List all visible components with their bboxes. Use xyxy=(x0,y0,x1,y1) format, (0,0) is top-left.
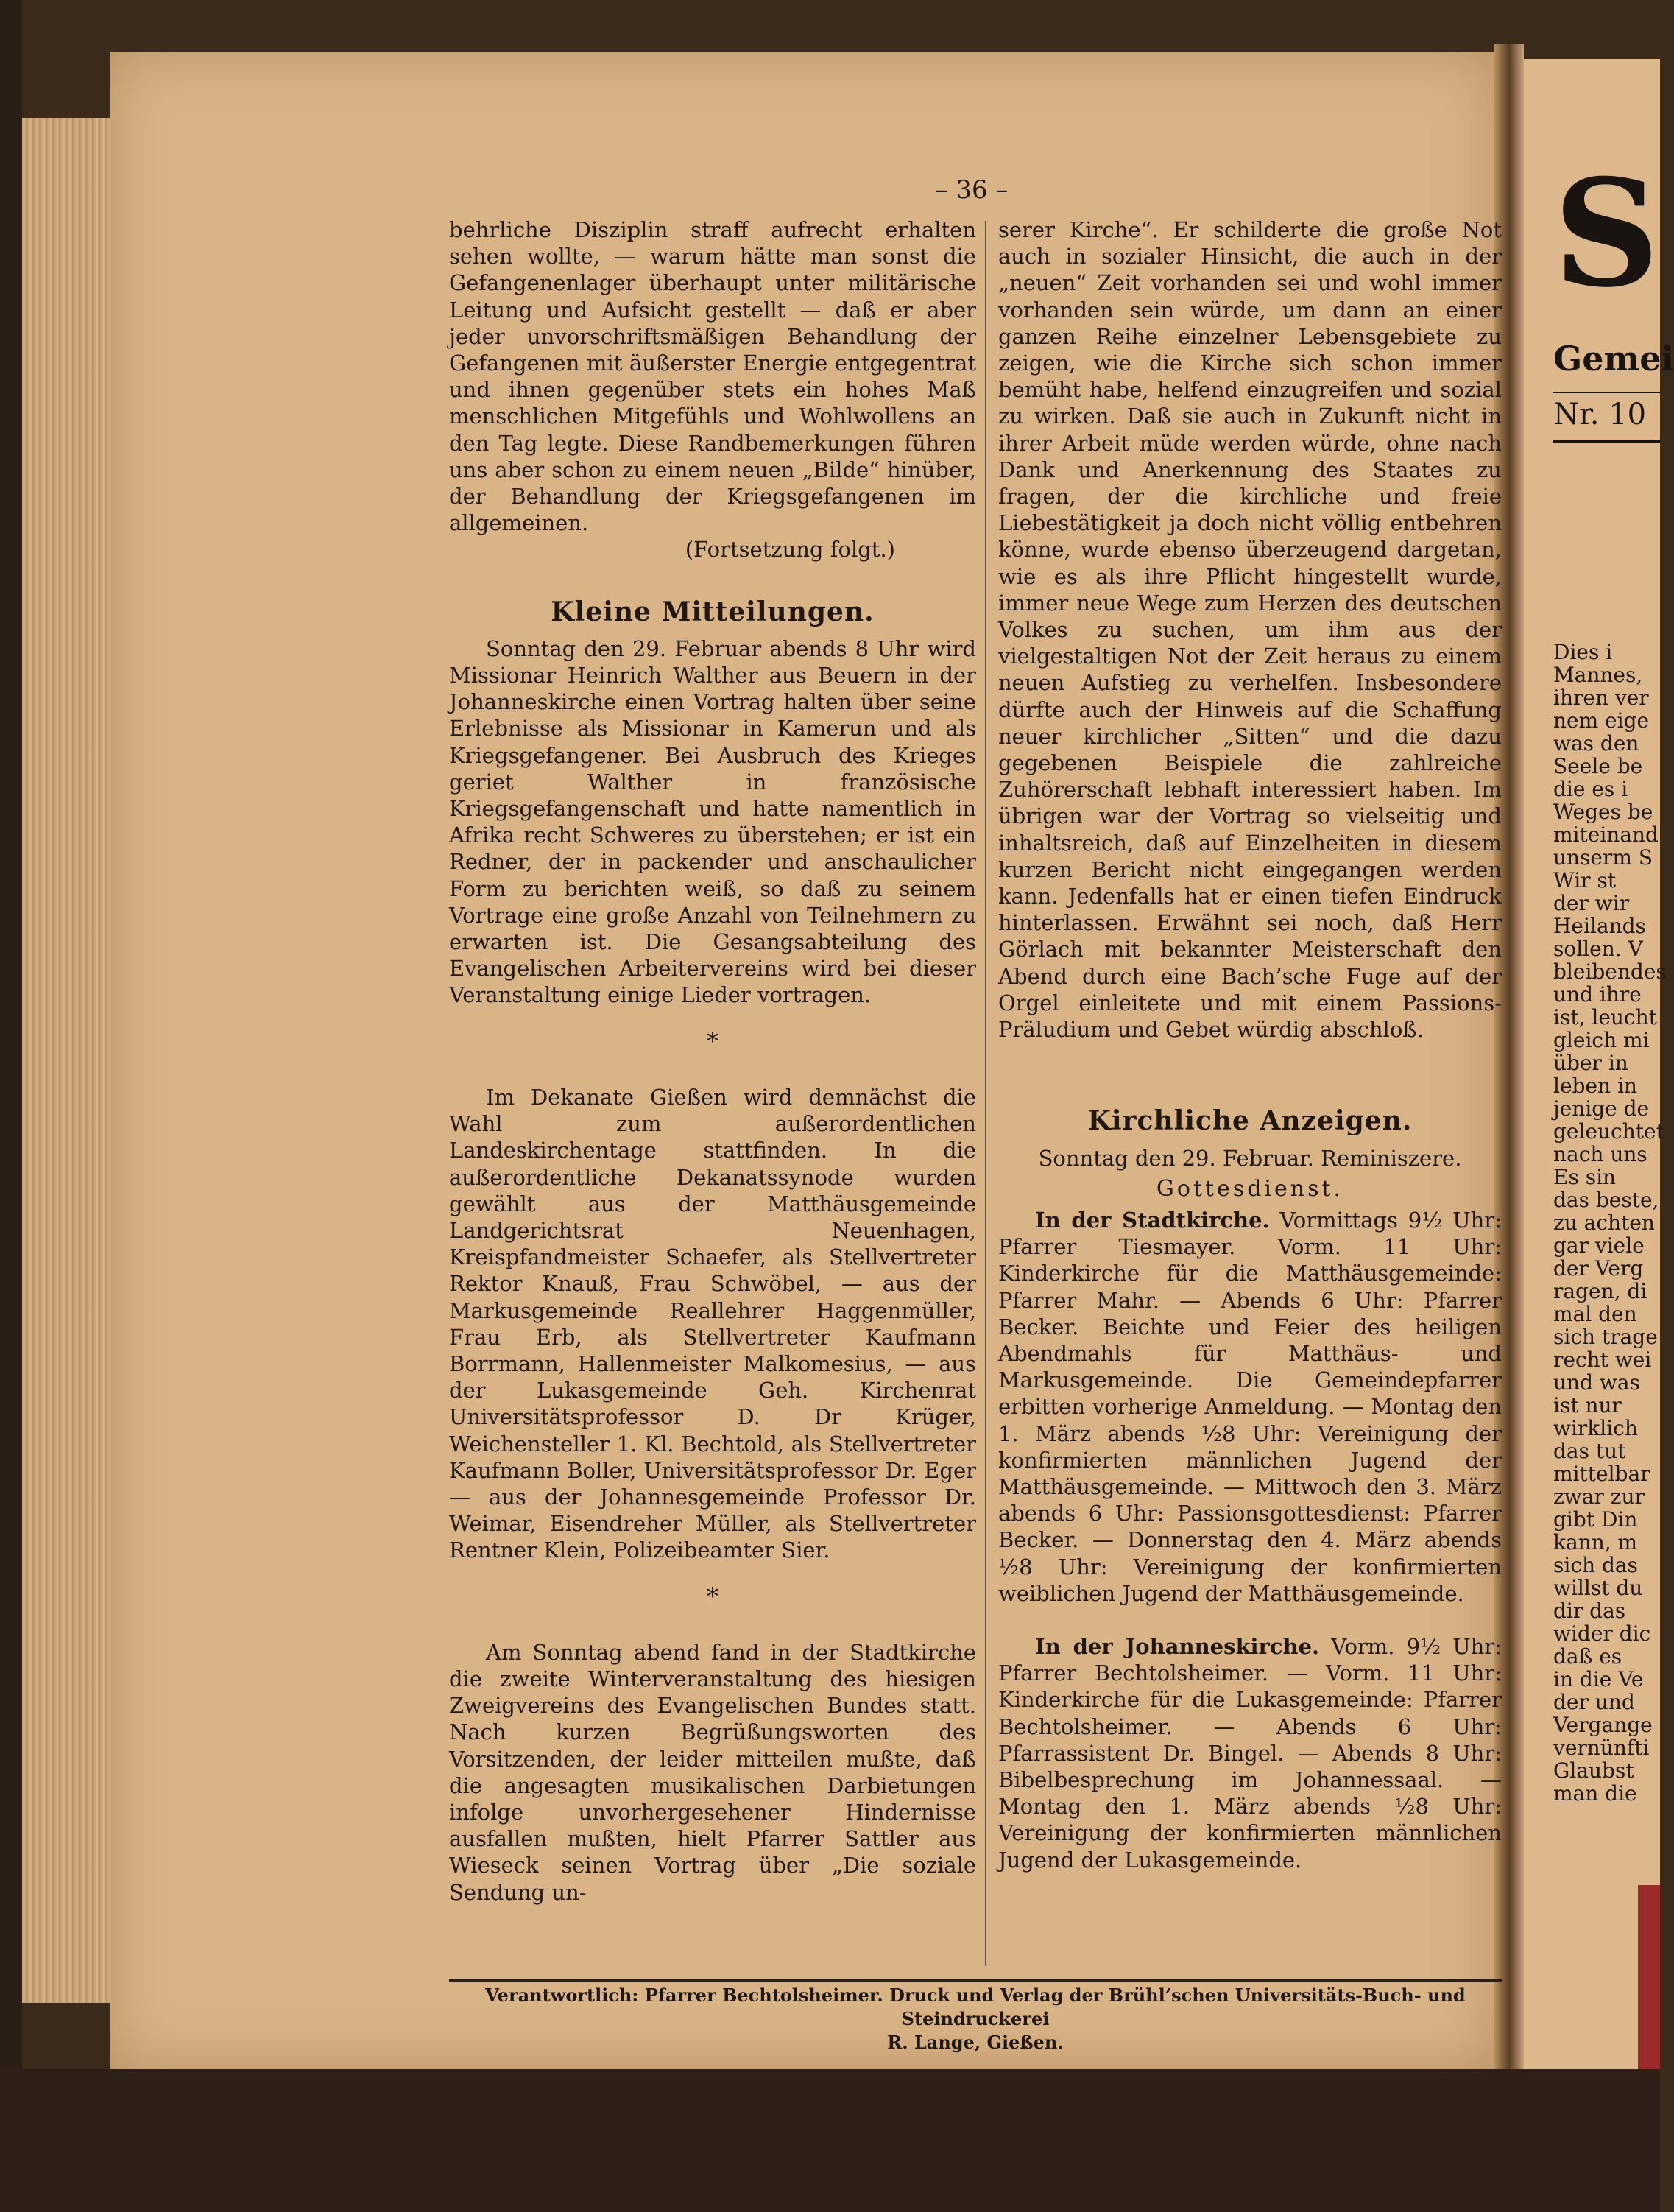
next-page-line: das beste, xyxy=(1553,1188,1659,1212)
next-page-line: willst du xyxy=(1553,1576,1643,1600)
next-page-rule xyxy=(1553,392,1660,393)
continued-note: (Fortsetzung folgt.) xyxy=(685,537,895,563)
next-page-line: dir das xyxy=(1553,1599,1626,1623)
next-page-line: die es i xyxy=(1553,777,1628,801)
next-page-line: und ihre xyxy=(1553,982,1642,1007)
notice-missionar: Sonntag den 29. Februar abends 8 Uhr wird Missionar Heinrich Walther aus Beuern in der Johanneskirche einen Vortrag halten über seine Erlebnisse als Missionar in Kamerun und als Kriegsgefangener. Bei Ausbruch des Krieges geriet Walther in französische Kriegsgefangenschaft und hatte namentlich in Afrika recht Schweres zu überstehen; er ist ein Redner, der in packender und anschaulicher Form zu berichten weiß, so daß zu seinem Vortrage eine große Anzahl von Teilnehmern zu erwarten ist. Die Gesangsabteilung des Evangelischen Arbeitervereins wird bei dieser Veranstaltung einige Lieder vortragen. xyxy=(449,635,976,1008)
next-page-line: was den xyxy=(1553,731,1639,755)
imprint-line-2: R. Lange, Gießen. xyxy=(887,2032,1064,2053)
next-page-line: sich trage xyxy=(1553,1325,1658,1349)
next-page-rule xyxy=(1553,440,1660,443)
next-page-line: Es sin xyxy=(1553,1165,1617,1189)
next-page-line: sich das xyxy=(1553,1553,1638,1577)
next-page-line: Heilands xyxy=(1553,914,1646,938)
imprint xyxy=(449,1984,1502,2054)
next-page-line: Vergange xyxy=(1553,1713,1653,1737)
imprint-line-1: Verantwortlich: Pfarrer Bechtolsheimer. Druck und Verlag der Brühl’schen Universitäts-Buch- und Steindruckerei xyxy=(485,1984,1466,2029)
separator-star: * xyxy=(707,1026,718,1055)
next-page-line: zwar zur xyxy=(1553,1484,1645,1509)
next-page-line: Weges be xyxy=(1553,800,1653,824)
next-page-line: recht wei xyxy=(1553,1348,1652,1372)
red-page-edge xyxy=(1638,1885,1660,2084)
next-page-line: in die Ve xyxy=(1553,1667,1644,1691)
notice-dekanat: Im Dekanate Gießen wird demnächst die Wahl zum außerordentlichen Landeskirchentage stattfinden. In die außerordentliche Dekanatssynode wurden gewählt aus der Matthäusgemeinde Landgerichtsrat Neuenhagen, Kreispfandmeister Schaefer, als Stellvertreter Rektor Knauß, Frau Schwöbel, — aus der Markusgemeinde Reallehrer Haggenmüller, Frau Erb, als Stellvertreter Kaufmann Borrmann, Hallenmeister Malkomesius, — aus der Lukasgemeinde Geh. Kirchenrat Universitätsprofessor D. Dr Krüger, Weichensteller 1. Kl. Bechtold, als Stellvertreter Kaufmann Boller, Universitätsprofessor Dr. Eger — aus der Johannesgemeinde Professor Dr. Weimar, Eisendreher Müller, als Stellvertreter Rentner Klein, Polizeibeamter Sier. xyxy=(449,1084,976,1563)
section-heading-kirchliche-anzeigen: Kirchliche Anzeigen. xyxy=(1087,1105,1413,1137)
next-page-line: und was xyxy=(1553,1370,1640,1395)
next-page-line: Mannes, xyxy=(1553,663,1643,687)
book-binding xyxy=(0,0,22,2212)
next-page-line: Wir st xyxy=(1553,868,1617,892)
next-page-line: Glaubst xyxy=(1553,1758,1634,1783)
next-page-line: ihren ver xyxy=(1553,686,1649,710)
next-page-line: miteinand xyxy=(1553,823,1659,847)
next-page-title: Gemei xyxy=(1553,339,1674,378)
next-page-line: jenige de xyxy=(1553,1096,1650,1121)
next-page-number: Nr. 10 xyxy=(1553,398,1647,432)
next-page-line: Dies i xyxy=(1553,640,1613,664)
next-page-line: zu achten xyxy=(1553,1211,1655,1235)
background-bottom xyxy=(0,2069,1660,2212)
next-page-line: über in xyxy=(1553,1051,1628,1075)
next-page-line: wirklich xyxy=(1553,1416,1638,1440)
column-right xyxy=(998,216,1502,1873)
next-page-line: sollen. V xyxy=(1553,937,1643,961)
next-page-initial: S xyxy=(1553,147,1660,320)
column-left xyxy=(449,216,976,1906)
next-page-line: kann, m xyxy=(1553,1530,1638,1554)
next-page-line: daß es xyxy=(1553,1644,1622,1669)
next-page-line: gibt Din xyxy=(1553,1507,1638,1532)
next-page-line: ist nur xyxy=(1553,1393,1622,1417)
next-page-line: nem eige xyxy=(1553,708,1650,733)
next-page-line: wider dic xyxy=(1553,1621,1651,1646)
next-page-line: gar viele xyxy=(1553,1233,1645,1258)
article-continuation: behrliche Disziplin straff aufrecht erhalten sehen wollte, — warum hätte man sonst die Gefangenenlager überhaupt unter militärische Leitung und Aufsicht gestellt — daß er aber jeder unvorschriftsmäßigen Behandlung der Gefangenen mit äußerster Energie entgegentrat und ihnen gegenüber stets ein hohes Maß menschlichen Mitgefühls und Wohlwollens an den Tag legte. Diese Randbemerkungen führen uns aber schon zu einem neuen „Bilde“ hinüber, der Behandlung der Kriegsgefangenen im allgemeinen. xyxy=(449,217,976,536)
schedule-stadtkirche xyxy=(998,1207,1502,1607)
page-number: – 36 – xyxy=(935,175,1009,205)
schedule-johanneskirche xyxy=(998,1633,1502,1873)
separator-star: * xyxy=(707,1582,718,1610)
next-page-line: leben in xyxy=(1553,1074,1637,1098)
subheading-gottesdienst: Gottesdienst. xyxy=(1156,1175,1344,1202)
notice-vortrag-continuation: serer Kirche“. Er schilderte die große Not auch in sozialer Hinsicht, die auch in der „neuen“ Zeit vorhanden sei und wohl immer vorhanden sein würde, um dann an einer ganzen Reihe einzelner Lebensgebiete zu zeigen, wie die Kirche sich schon immer bemüht habe, helfend einzugreifen und sozial zu wirken. Daß sie auch in Zukunft nicht in ihrer Arbeit müde werden würde, ohne nach Dank und Anerkennung des Staates zu fragen, der die kirchliche und freie Liebestätigkeit ja doch nicht völlig entbehren könne, wurde ebenso überzeugend dargetan, wie es als ihre Pflicht hingestellt wurde, immer neue Wege zum Herzen des deutschen Volkes zu suchen, um ihm aus der vielgestaltigen Not der Zeit heraus zu einem neuen Aufstieg zu verhelfen. Insbesondere dürfte auch der Hinweis auf die Schaffung neuer kirchlicher „Sitten“ und die dazu gegebenen Beispiele die zahlreiche Zuhörerschaft lebhaft interessiert haben. Im übrigen war der Vortrag so vielseitig und inhaltsreich, daß auf Einzelheiten in diesem kurzen Bericht nicht eingegangen werden kann. Jedenfalls hat er einen tiefen Eindruck hinterlassen. Erwähnt sei noch, daß Herr Görlach mit bekannter Meisterschaft den Abend durch eine Bach’sche Fuge auf der Orgel einleitete und mit einem Passions-Präludium und Gebet würdig abschloß. xyxy=(998,217,1502,1043)
footer-rule xyxy=(449,1979,1502,1982)
next-page-line: das tut xyxy=(1553,1439,1626,1463)
next-page-line: Seele be xyxy=(1553,754,1643,778)
next-page-line: nach uns xyxy=(1553,1142,1647,1166)
next-page-line: vernünfti xyxy=(1553,1736,1650,1760)
next-page-line: unserm S xyxy=(1553,845,1653,870)
next-page-line: der Verg xyxy=(1553,1256,1644,1281)
next-page-line: ist, leucht xyxy=(1553,1005,1657,1029)
next-page-line: der wir xyxy=(1553,891,1630,915)
schedule-johanneskirche-text: Vorm. 9½ Uhr: Pfarrer Bechtolsheimer. — Vorm. 11 Uhr: Kinderkirche für die Lukasgemeinde: Pfarrer Bechtolsheimer. — Abends 6 Uhr: Pfarrassistent Dr. Bingel. — Abends 8 Uhr: Bibelbesprechung im Johannessaal. — Montag den 1. März abends ½8 Uhr: Vereinigung der konfirmierten männlichen Jugend der Lukasgemeinde. xyxy=(998,1633,1502,1873)
column-divider xyxy=(985,221,986,1966)
service-date: Sonntag den 29. Februar. Reminiszere. xyxy=(1038,1145,1462,1171)
next-page-line: ragen, di xyxy=(1553,1279,1647,1303)
next-page-line: der und xyxy=(1553,1690,1635,1714)
next-page-line: geleuchtet xyxy=(1553,1119,1664,1144)
next-page-line: mal den xyxy=(1553,1302,1637,1326)
next-page-line: mittelbar xyxy=(1553,1462,1650,1486)
next-page-line: man die xyxy=(1553,1781,1637,1806)
church-label-stadtkirche: In der Stadtkirche. xyxy=(1035,1207,1270,1233)
schedule-stadtkirche-text: Vormittags 9½ Uhr: Pfarrer Tiesmayer. Vorm. 11 Uhr: Kinderkirche für die Matthäusgemeinde: Pfarrer Mahr. — Abends 6 Uhr: Pfarrer Becker. Beichte und Feier des heiligen Abendmahls für Matthäus- und Markusgemeinde. Die Gemeindepfarrer erbitten vorherige Anmeldung. — Montag den 1. März abends ½8 Uhr: Vereinigung der konfirmierten männlichen Jugend der Matthäusgemeinde. — Mittwoch den 3. März abends 6 Uhr: Passionsgottesdienst: Pfarrer Becker. — Donnerstag den 4. März abends ½8 Uhr: Vereinigung der konfirmierten weiblichen Jugend der Matthäusgemeinde. xyxy=(998,1207,1502,1606)
notice-evangelischer-bund: Am Sonntag abend fand in der Stadtkirche die zweite Winterveranstaltung des hiesigen Zweigvereins des Evangelischen Bundes statt. Nach kurzen Begrüßungsworten des Vorsitzenden, der leider mitteilen mußte, daß die angesagten musikalischen Darbietungen infolge unvorhergesehener Hindernisse ausfallen mußten, hielt Pfarrer Sattler aus Wieseck seinen Vortrag über „Die soziale Sendung un- xyxy=(449,1639,976,1905)
church-label-johanneskirche: In der Johanneskirche. xyxy=(1035,1633,1320,1659)
next-page-line: gleich mi xyxy=(1553,1028,1650,1052)
section-heading-kleine-mitteilungen: Kleine Mitteilungen. xyxy=(551,596,875,627)
next-page-line: bleibendes xyxy=(1553,959,1667,984)
